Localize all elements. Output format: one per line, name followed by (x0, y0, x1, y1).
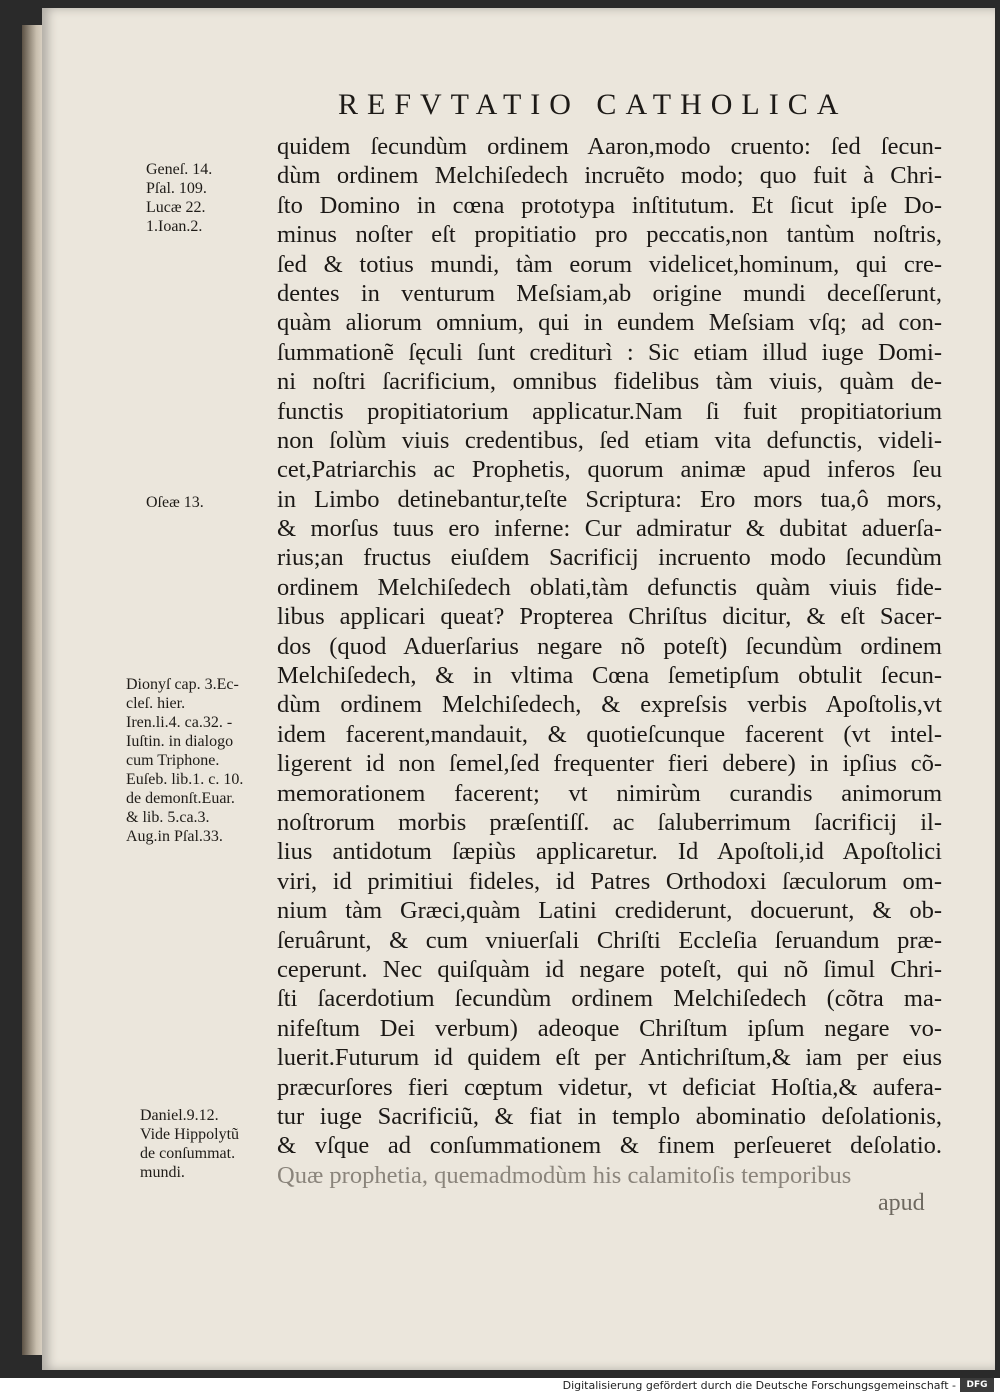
margin-note-line: Iren.li.4. ca.32. - (126, 714, 233, 731)
text-line: libus applicari queat? Propterea Chriſtus dicitur, & eſt Sacer- (277, 603, 942, 631)
margin-note-line: Lucæ 22. (146, 199, 206, 216)
footer-credit: Digitalisierung gefördert durch die Deutsche Forschungsgemeinschaft - (562, 1379, 956, 1392)
margin-note-daniel (140, 1106, 239, 1182)
text-line: non ſolùm viuis credentibus, ſed etiam vita defunctis, videli- (277, 426, 942, 454)
dfg-logo: DFG (960, 1378, 994, 1392)
margin-note-oseae (146, 493, 204, 512)
running-head: REFVTATIO CATHOLICA (338, 88, 848, 121)
text-line: ſeruârunt, & cum vniuerſali Chriſti Eccleſia ſeruandum præ- (277, 926, 942, 954)
text-line: ceperunt. Nec quiſquàm id negare poteſt, qui nõ ſimul Chri- (277, 955, 942, 983)
margin-note-line: de conſummat. (140, 1145, 236, 1162)
text-line: ſti ſacerdotium ſecundùm ordinem Melchiſedech (cõtra ma- (277, 985, 942, 1013)
text-line: lius antidotum ſæpiùs applicaretur. Id Apoſtoli,id Apoſtolici (277, 838, 942, 866)
margin-note-line: Daniel.9.12. (140, 1107, 219, 1124)
text-line: quidem ſecundùm ordinem Aaron,modo cruento: ſed ſecun- (277, 133, 942, 160)
text-line: dos (quod Aduerſarius negare nõ poteſt) ſecundùm ordinem (277, 632, 942, 660)
text-line: ligerent id non ſemel,ſed frequenter fieri debere) in ipſius cõ- (277, 750, 942, 778)
margin-note-line: Pſal. 109. (146, 180, 207, 197)
text-line: dùm ordinem Melchiſedech incruẽto modo; quo fuit à Chri- (277, 162, 942, 190)
text-line: ordinem Melchiſedech oblati,tàm defunctis quàm viuis fide- (277, 573, 942, 601)
text-line: cet,Patriarchis ac Prophetis, quorum animæ apud inferos ſeu (277, 456, 942, 484)
margin-note-line: Dionyſ cap. 3.Ec- (126, 676, 239, 693)
margin-note-dionysius (126, 675, 243, 846)
text-line: tur iuge Sacrificiũ, & fiat in templo abominatio deſolationis, (277, 1102, 942, 1130)
text-line: luerit.Futurum id quidem eſt per Antichriſtum,& iam per eius (277, 1044, 942, 1072)
text-line: nium tàm Græci,quàm Latini crediderunt, docuerunt, & ob- (277, 897, 942, 925)
text-line: viri, id primitiui fideles, id Patres Orthodoxi ſæculorum om- (277, 867, 942, 895)
margin-note-line: Oſeæ 13. (146, 494, 204, 511)
text-line: in Limbo detinebantur,teſte Scriptura: Ero mors tua,ô mors, (277, 485, 942, 513)
text-line: Melchiſedech, & in vltima Cœna ſemetipſum obtulit ſecun- (277, 662, 942, 690)
text-line: dùm ordinem Melchiſedech, & expreſsis verbis Apoſtolis,vt (277, 691, 942, 719)
text-line: nifeſtum Dei verbum) adeoque Chriſtum ipſum negare vo- (277, 1014, 942, 1042)
margin-note-line: de demonſt.Euar. (126, 790, 235, 807)
text-line: rius;an fructus eiuſdem Sacrificij incruento modo ſecundùm (277, 544, 942, 572)
margin-note-line: Euſeb. lib.1. c. 10. (126, 771, 244, 788)
body-text (277, 132, 942, 1190)
text-line: ni noſtri ſacrificium, omnibus fidelibus tàm viuis, quàm de- (277, 368, 942, 396)
catchword: apud (878, 1190, 925, 1216)
text-line: noſtrorum morbis præſentiſſ. ac ſaluberrimum ſacrificij il- (277, 808, 942, 836)
text-line: & vſque ad conſummationem & finem perſeueret deſolatio. (277, 1132, 942, 1160)
margin-note-line: Geneſ. 14. (146, 161, 213, 178)
margin-note-line: cum Triphone. (126, 752, 220, 769)
text-line: & morſus tuus ero inferne: Cur admiratur & dubitat aduerſa- (277, 515, 942, 543)
text-line: dentes in venturum Meſsiam,ab origine mundi deceſſerunt, (277, 279, 942, 307)
margin-note-line: & lib. 5.ca.3. (126, 809, 210, 826)
margin-note-line: Vide Hippolytũ (140, 1126, 240, 1143)
text-line: Quæ prophetia, quemadmodùm his calamitoſis temporibus (277, 1161, 852, 1189)
text-line: ſed & totius mundi, tàm eorum videlicet,hominum, qui cre- (277, 250, 942, 278)
margin-note-line: 1.Ioan.2. (146, 218, 203, 235)
margin-note-genesis (146, 160, 212, 236)
margin-note-line: mundi. (140, 1164, 185, 1181)
text-line: idem facerent,mandauit, & quotieſcunque facerent (vt intel- (277, 720, 942, 748)
margin-note-line: Iuſtin. in dialogo (126, 733, 234, 750)
text-line: minus noſter eſt propitiatio pro peccatis,non tantùm noſtris, (277, 221, 942, 249)
text-line: memorationem facerent; vt nimirùm curandis animorum (277, 779, 942, 807)
text-line: functis propitiatorium applicatur.Nam ſi fuit propitiatorium (277, 397, 942, 425)
text-line: præcurſores fieri cœptum videtur, vt deficiat Hoſtia,& aufera- (277, 1073, 942, 1101)
text-line: ſto Domino in cœna prototypa inſtitutum. Et ſicut ipſe Do- (277, 191, 942, 219)
margin-note-line: cleſ. hier. (126, 695, 186, 712)
text-line: quàm aliorum omnium, qui in eundem Meſsiam vſq; ad con- (277, 309, 942, 337)
text-line: ſummationẽ ſęculi ſunt crediturì : Sic etiam illud iuge Domi- (277, 338, 942, 366)
margin-note-line: Aug.in Pſal.33. (126, 828, 223, 845)
